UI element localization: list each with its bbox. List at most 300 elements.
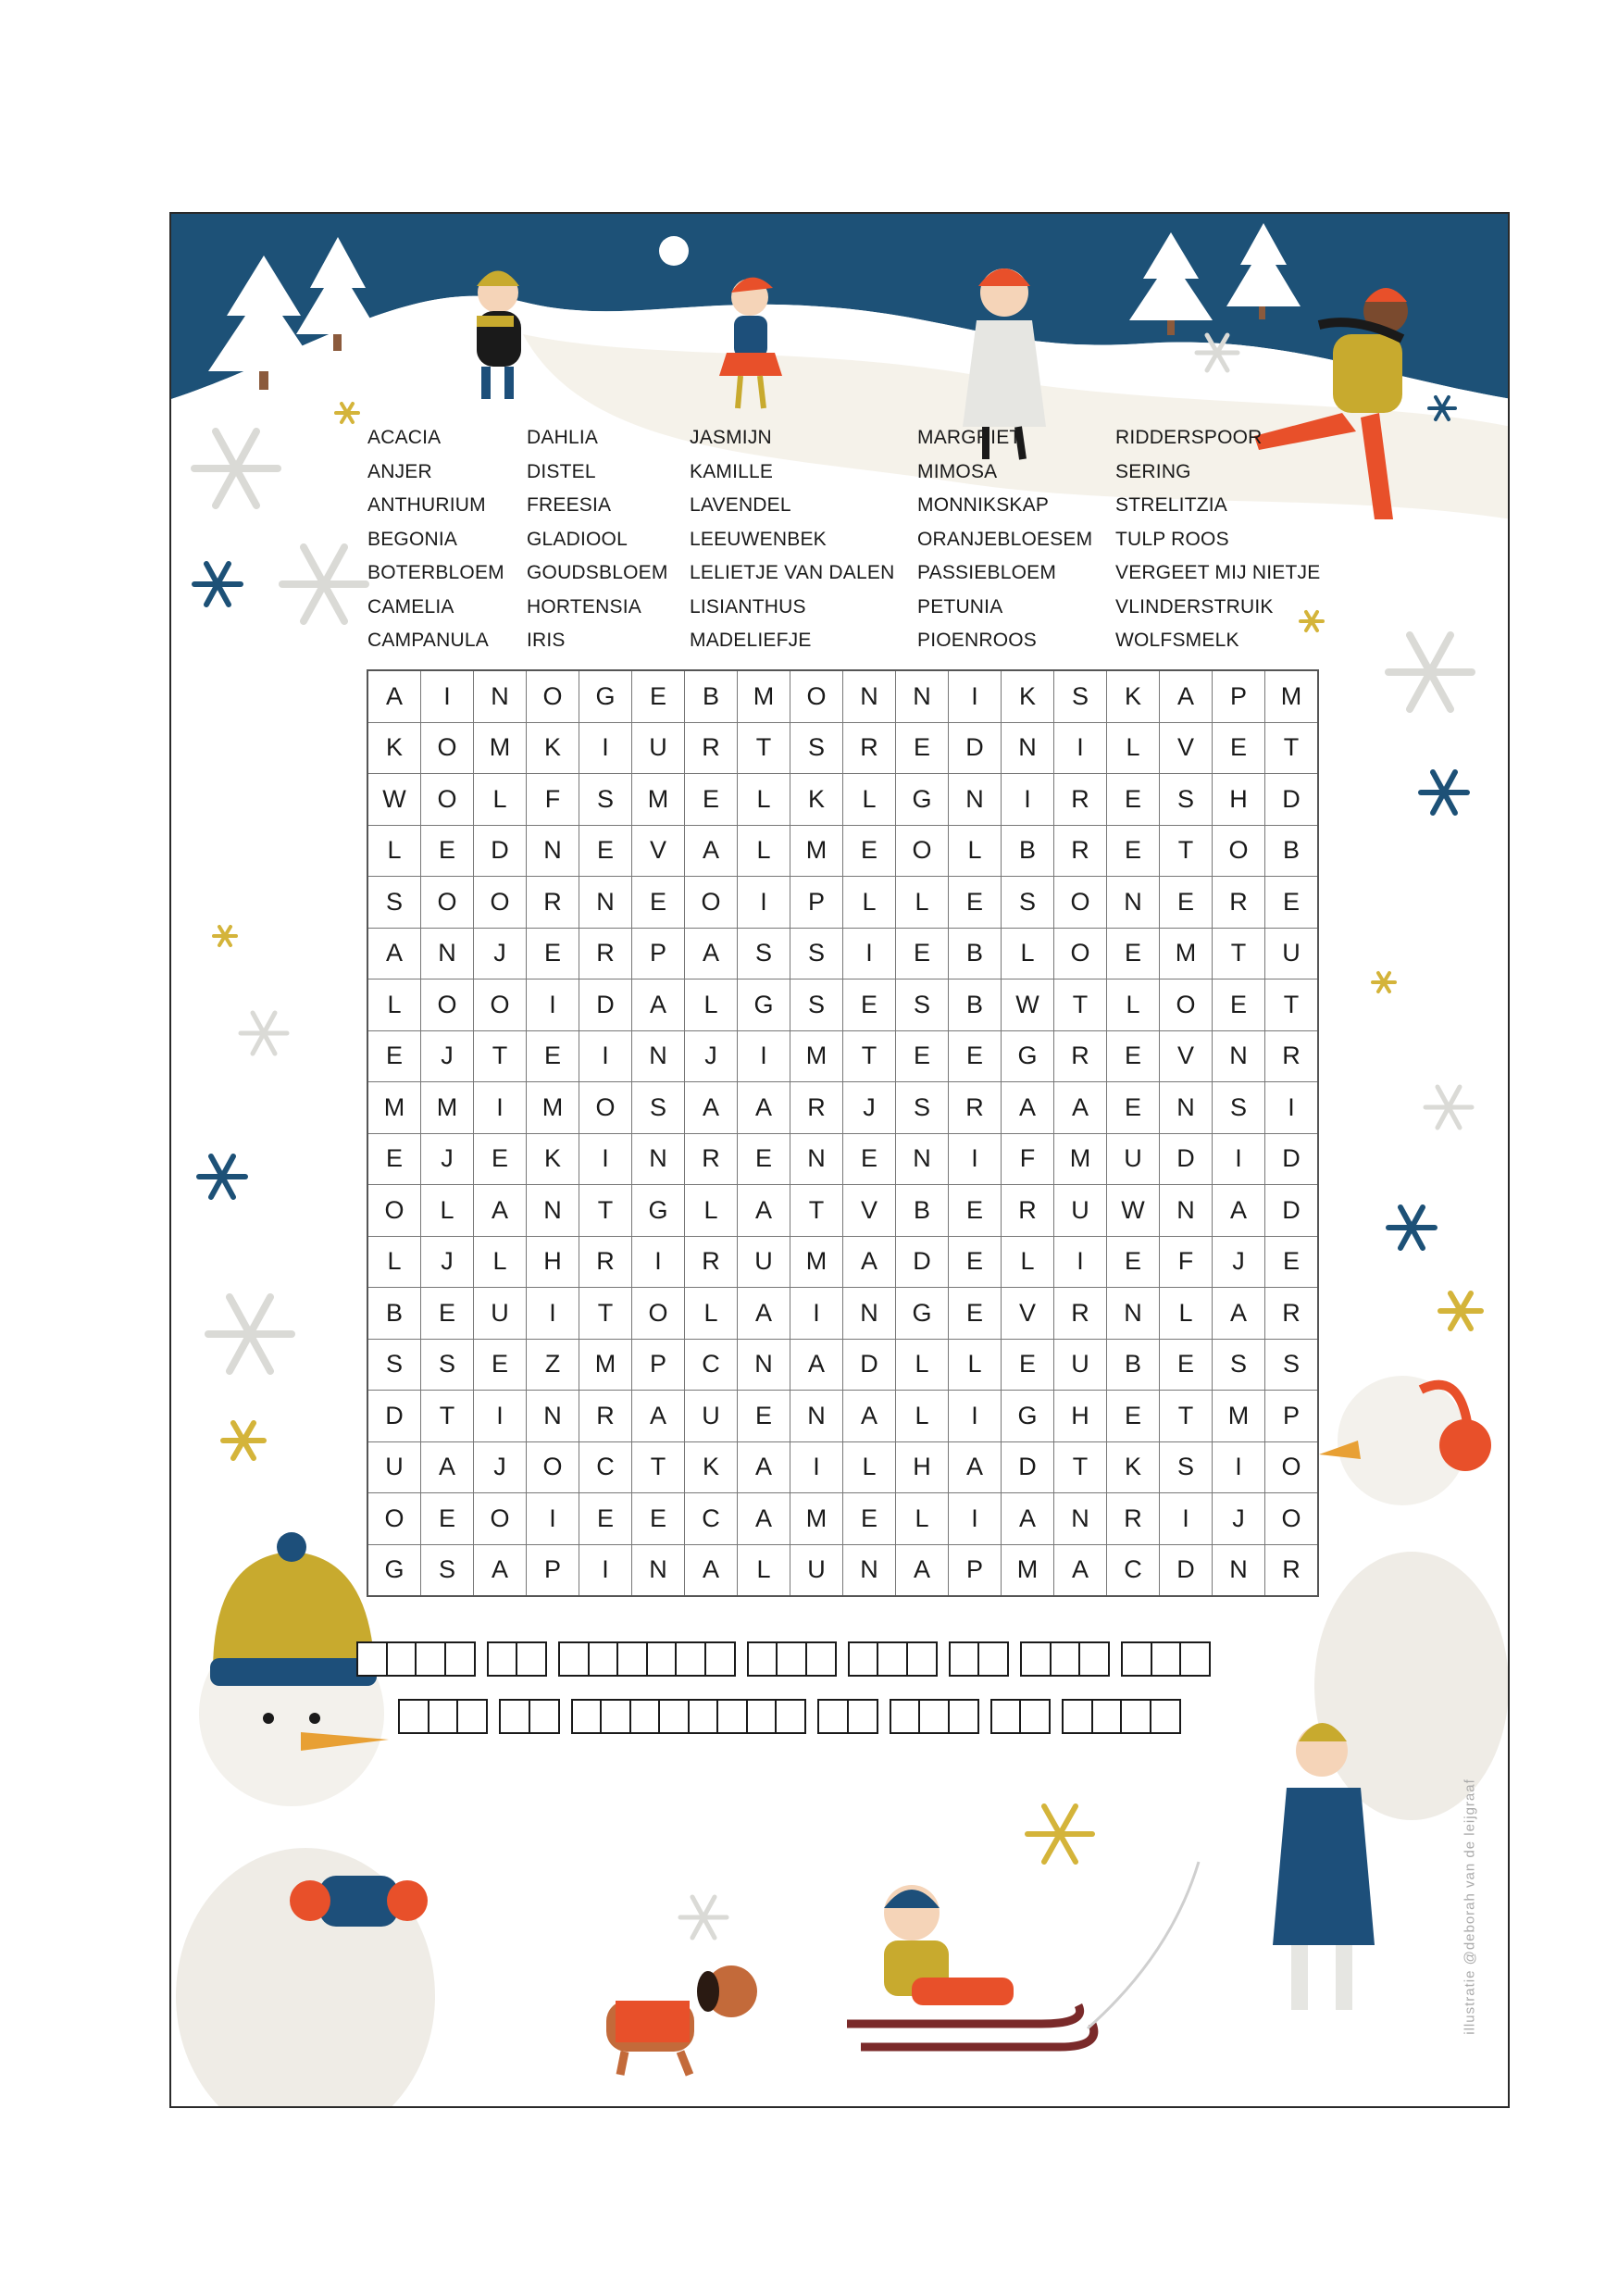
grid-cell[interactable]: E [1160,877,1213,929]
grid-cell[interactable]: E [843,980,896,1031]
grid-cell[interactable]: R [685,1236,738,1288]
grid-cell[interactable]: N [632,1544,685,1596]
grid-cell[interactable]: M [474,722,527,774]
grid-cell[interactable]: N [790,1391,843,1442]
grid-cell[interactable]: A [1160,670,1213,722]
grid-cell[interactable]: S [1160,1441,1213,1493]
grid-cell[interactable]: P [949,1544,1002,1596]
grid-cell[interactable]: E [632,877,685,929]
answer-letter-box[interactable] [1150,1699,1181,1734]
grid-cell[interactable]: S [367,877,421,929]
grid-cell[interactable]: N [421,928,474,980]
grid-cell[interactable]: E [1107,1391,1160,1442]
grid-cell[interactable]: R [1265,1288,1319,1340]
grid-cell[interactable]: R [1265,1030,1319,1082]
grid-cell[interactable]: C [1107,1544,1160,1596]
grid-cell[interactable]: S [1160,774,1213,826]
grid-cell[interactable]: R [1265,1544,1319,1596]
grid-cell[interactable]: E [474,1133,527,1185]
answer-letter-box[interactable] [1151,1641,1182,1677]
answer-letter-box[interactable] [847,1699,878,1734]
grid-cell[interactable]: S [896,980,949,1031]
grid-cell[interactable]: E [949,877,1002,929]
grid-cell[interactable]: J [421,1030,474,1082]
grid-cell[interactable]: A [1054,1082,1107,1134]
grid-cell[interactable]: J [421,1236,474,1288]
grid-cell[interactable]: N [1213,1030,1265,1082]
grid-cell[interactable]: L [685,1185,738,1237]
grid-cell[interactable]: R [790,1082,843,1134]
grid-cell[interactable]: T [579,1185,632,1237]
grid-cell[interactable]: E [579,1493,632,1545]
grid-cell[interactable]: S [1002,877,1054,929]
grid-cell[interactable]: N [1213,1544,1265,1596]
answer-letter-box[interactable] [776,1641,807,1677]
grid-cell[interactable]: R [579,928,632,980]
grid-cell[interactable]: O [421,980,474,1031]
grid-cell[interactable]: O [474,1493,527,1545]
grid-cell[interactable]: J [474,928,527,980]
grid-cell[interactable]: U [367,1441,421,1493]
grid-cell[interactable]: S [1054,670,1107,722]
answer-letter-box[interactable] [716,1699,748,1734]
grid-cell[interactable]: P [632,928,685,980]
grid-cell[interactable]: S [1213,1082,1265,1134]
grid-cell[interactable]: E [1107,825,1160,877]
grid-cell[interactable]: E [685,774,738,826]
grid-cell[interactable]: R [1054,774,1107,826]
grid-cell[interactable]: D [1265,1185,1319,1237]
grid-cell[interactable]: F [1002,1133,1054,1185]
grid-cell[interactable]: L [738,1544,790,1596]
grid-cell[interactable]: I [1213,1133,1265,1185]
answer-letter-box[interactable] [558,1641,590,1677]
grid-cell[interactable]: E [1107,928,1160,980]
grid-cell[interactable]: E [738,1391,790,1442]
grid-cell[interactable]: E [632,1493,685,1545]
answer-letter-box[interactable] [456,1699,488,1734]
grid-cell[interactable]: E [1213,722,1265,774]
answer-letter-box[interactable] [398,1699,429,1734]
grid-cell[interactable]: P [527,1544,579,1596]
grid-cell[interactable]: N [896,670,949,722]
grid-cell[interactable]: A [738,1082,790,1134]
grid-cell[interactable]: I [1054,722,1107,774]
grid-cell[interactable]: T [1265,722,1319,774]
grid-cell[interactable]: U [685,1391,738,1442]
grid-cell[interactable]: E [632,670,685,722]
grid-cell[interactable]: I [579,1544,632,1596]
grid-cell[interactable]: O [579,1082,632,1134]
grid-cell[interactable]: W [367,774,421,826]
grid-cell[interactable]: E [949,1236,1002,1288]
grid-cell[interactable]: F [1160,1236,1213,1288]
grid-cell[interactable]: N [1107,1288,1160,1340]
grid-cell[interactable]: O [527,1441,579,1493]
grid-cell[interactable]: E [1107,1236,1160,1288]
grid-cell[interactable]: R [1054,825,1107,877]
grid-cell[interactable]: A [1213,1288,1265,1340]
grid-cell[interactable]: H [527,1236,579,1288]
answer-letter-box[interactable] [1019,1699,1051,1734]
grid-cell[interactable]: E [1213,980,1265,1031]
grid-cell[interactable]: U [738,1236,790,1288]
grid-cell[interactable]: I [632,1236,685,1288]
grid-cell[interactable]: I [738,1030,790,1082]
grid-cell[interactable]: A [632,1391,685,1442]
grid-cell[interactable]: C [685,1339,738,1391]
grid-cell[interactable]: L [367,825,421,877]
answer-letter-box[interactable] [1062,1699,1093,1734]
grid-cell[interactable]: S [1213,1339,1265,1391]
grid-cell[interactable]: A [421,1441,474,1493]
grid-cell[interactable]: N [579,877,632,929]
grid-cell[interactable]: L [1107,722,1160,774]
grid-cell[interactable]: T [632,1441,685,1493]
grid-cell[interactable]: I [527,1493,579,1545]
grid-cell[interactable]: G [896,774,949,826]
grid-cell[interactable]: D [843,1339,896,1391]
grid-cell[interactable]: K [790,774,843,826]
grid-cell[interactable]: I [421,670,474,722]
grid-cell[interactable]: A [738,1185,790,1237]
answer-letter-box[interactable] [688,1699,719,1734]
grid-cell[interactable]: I [527,1288,579,1340]
grid-cell[interactable]: L [1160,1288,1213,1340]
grid-cell[interactable]: M [1054,1133,1107,1185]
answer-letter-box[interactable] [918,1699,950,1734]
grid-cell[interactable]: I [527,980,579,1031]
answer-letter-box[interactable] [499,1699,530,1734]
grid-cell[interactable]: V [1160,1030,1213,1082]
grid-cell[interactable]: O [685,877,738,929]
grid-cell[interactable]: D [1160,1133,1213,1185]
grid-cell[interactable]: E [1265,1236,1319,1288]
grid-cell[interactable]: N [527,1391,579,1442]
grid-cell[interactable]: A [367,670,421,722]
answer-letter-box[interactable] [704,1641,736,1677]
grid-cell[interactable]: A [1002,1082,1054,1134]
grid-cell[interactable]: B [685,670,738,722]
answer-letter-box[interactable] [1121,1641,1152,1677]
grid-cell[interactable]: A [738,1441,790,1493]
grid-cell[interactable]: M [632,774,685,826]
grid-cell[interactable]: L [1107,980,1160,1031]
grid-cell[interactable]: L [896,1391,949,1442]
grid-cell[interactable]: S [421,1544,474,1596]
grid-cell[interactable]: M [1213,1391,1265,1442]
grid-cell[interactable]: T [421,1391,474,1442]
grid-cell[interactable]: L [896,877,949,929]
grid-cell[interactable]: L [474,774,527,826]
grid-cell[interactable]: E [843,1133,896,1185]
grid-cell[interactable]: M [790,825,843,877]
answer-letter-box[interactable] [428,1699,459,1734]
grid-cell[interactable]: N [1107,877,1160,929]
grid-cell[interactable]: A [949,1441,1002,1493]
answer-letter-box[interactable] [877,1641,908,1677]
grid-cell[interactable]: J [421,1133,474,1185]
grid-cell[interactable]: N [738,1339,790,1391]
grid-cell[interactable]: R [579,1391,632,1442]
answer-letter-box[interactable] [746,1699,778,1734]
grid-cell[interactable]: I [790,1288,843,1340]
grid-cell[interactable]: C [579,1441,632,1493]
grid-cell[interactable]: N [632,1133,685,1185]
answer-letter-box[interactable] [675,1641,706,1677]
grid-cell[interactable]: U [1265,928,1319,980]
grid-cell[interactable]: O [1213,825,1265,877]
grid-cell[interactable]: L [949,1339,1002,1391]
grid-cell[interactable]: I [1213,1441,1265,1493]
grid-cell[interactable]: I [579,722,632,774]
grid-cell[interactable]: M [527,1082,579,1134]
grid-cell[interactable]: L [685,1288,738,1340]
grid-cell[interactable]: R [527,877,579,929]
grid-cell[interactable]: L [738,774,790,826]
grid-cell[interactable]: D [367,1391,421,1442]
grid-cell[interactable]: G [896,1288,949,1340]
grid-cell[interactable]: E [1107,1030,1160,1082]
grid-cell[interactable]: S [367,1339,421,1391]
grid-cell[interactable]: K [1107,1441,1160,1493]
grid-cell[interactable]: A [474,1544,527,1596]
grid-cell[interactable]: L [843,774,896,826]
grid-cell[interactable]: R [1002,1185,1054,1237]
grid-cell[interactable]: I [1002,774,1054,826]
grid-cell[interactable]: M [1265,670,1319,722]
grid-cell[interactable]: S [738,928,790,980]
grid-cell[interactable]: A [632,980,685,1031]
grid-cell[interactable]: C [685,1493,738,1545]
grid-cell[interactable]: J [474,1441,527,1493]
grid-cell[interactable]: T [1054,1441,1107,1493]
answer-letter-box[interactable] [646,1641,678,1677]
answer-letter-box[interactable] [817,1699,849,1734]
grid-cell[interactable]: D [896,1236,949,1288]
grid-cell[interactable]: O [421,877,474,929]
grid-cell[interactable]: R [579,1236,632,1288]
answer-letter-box[interactable] [487,1641,518,1677]
answer-letter-box[interactable] [600,1699,631,1734]
grid-cell[interactable]: I [949,1493,1002,1545]
grid-cell[interactable]: S [1265,1339,1319,1391]
answer-letter-box[interactable] [516,1641,547,1677]
grid-cell[interactable]: E [421,1288,474,1340]
grid-cell[interactable]: T [843,1030,896,1082]
grid-cell[interactable]: M [738,670,790,722]
answer-letter-box[interactable] [906,1641,938,1677]
grid-cell[interactable]: G [367,1544,421,1596]
grid-cell[interactable]: E [527,1030,579,1082]
grid-cell[interactable]: G [1002,1030,1054,1082]
grid-cell[interactable]: O [1265,1441,1319,1493]
grid-cell[interactable]: J [685,1030,738,1082]
grid-cell[interactable]: M [790,1030,843,1082]
answer-letter-box[interactable] [1078,1641,1110,1677]
grid-cell[interactable]: L [1002,1236,1054,1288]
grid-cell[interactable]: I [843,928,896,980]
grid-cell[interactable]: K [367,722,421,774]
grid-cell[interactable]: O [1054,928,1107,980]
grid-cell[interactable]: M [367,1082,421,1134]
grid-cell[interactable]: E [1107,1082,1160,1134]
grid-cell[interactable]: A [685,825,738,877]
grid-cell[interactable]: N [1054,1493,1107,1545]
grid-cell[interactable]: B [1002,825,1054,877]
grid-cell[interactable]: S [421,1339,474,1391]
grid-cell[interactable]: R [1107,1493,1160,1545]
grid-cell[interactable]: V [1160,722,1213,774]
grid-cell[interactable]: D [579,980,632,1031]
grid-cell[interactable]: I [738,877,790,929]
grid-cell[interactable]: S [790,722,843,774]
grid-cell[interactable]: E [1160,1339,1213,1391]
grid-cell[interactable]: U [1107,1133,1160,1185]
grid-cell[interactable]: B [896,1185,949,1237]
grid-cell[interactable]: I [790,1441,843,1493]
grid-cell[interactable]: T [1160,1391,1213,1442]
grid-cell[interactable]: I [949,1133,1002,1185]
answer-letter-box[interactable] [990,1699,1022,1734]
grid-cell[interactable]: O [421,774,474,826]
grid-cell[interactable]: I [474,1082,527,1134]
grid-cell[interactable]: A [843,1236,896,1288]
answer-letter-box[interactable] [1179,1641,1211,1677]
grid-cell[interactable]: G [1002,1391,1054,1442]
grid-cell[interactable]: U [632,722,685,774]
grid-cell[interactable]: A [1002,1493,1054,1545]
grid-cell[interactable]: B [1107,1339,1160,1391]
answer-letter-box[interactable] [571,1699,603,1734]
grid-cell[interactable]: R [1054,1030,1107,1082]
grid-cell[interactable]: M [790,1236,843,1288]
grid-cell[interactable]: O [367,1493,421,1545]
grid-cell[interactable]: T [474,1030,527,1082]
grid-cell[interactable]: A [843,1391,896,1442]
grid-cell[interactable]: S [632,1082,685,1134]
grid-cell[interactable]: R [949,1082,1002,1134]
grid-cell[interactable]: R [685,722,738,774]
answer-letter-box[interactable] [775,1699,806,1734]
grid-cell[interactable]: H [1213,774,1265,826]
grid-cell[interactable]: O [421,722,474,774]
grid-cell[interactable]: S [896,1082,949,1134]
grid-cell[interactable]: W [1107,1185,1160,1237]
grid-cell[interactable]: J [1213,1236,1265,1288]
grid-cell[interactable]: E [896,928,949,980]
grid-cell[interactable]: L [1002,928,1054,980]
grid-cell[interactable]: N [896,1133,949,1185]
grid-cell[interactable]: B [367,1288,421,1340]
grid-cell[interactable]: Z [527,1339,579,1391]
answer-letter-box[interactable] [890,1699,921,1734]
grid-cell[interactable]: D [1265,1133,1319,1185]
grid-cell[interactable]: K [527,722,579,774]
grid-cell[interactable]: O [367,1185,421,1237]
grid-cell[interactable]: L [896,1493,949,1545]
grid-cell[interactable]: A [738,1288,790,1340]
answer-letter-box[interactable] [616,1641,648,1677]
grid-cell[interactable]: I [949,1391,1002,1442]
grid-cell[interactable]: P [632,1339,685,1391]
grid-cell[interactable]: I [579,1030,632,1082]
answer-letter-box[interactable] [848,1641,879,1677]
grid-cell[interactable]: N [527,825,579,877]
grid-cell[interactable]: N [632,1030,685,1082]
grid-cell[interactable]: R [843,722,896,774]
grid-cell[interactable]: R [1054,1288,1107,1340]
grid-cell[interactable]: A [1054,1544,1107,1596]
grid-cell[interactable]: N [1160,1082,1213,1134]
answer-letter-box[interactable] [1050,1641,1081,1677]
grid-cell[interactable]: P [1213,670,1265,722]
grid-cell[interactable]: L [843,1441,896,1493]
grid-cell[interactable]: J [1213,1493,1265,1545]
grid-cell[interactable]: T [1213,928,1265,980]
grid-cell[interactable]: T [790,1185,843,1237]
grid-cell[interactable]: U [1054,1339,1107,1391]
grid-cell[interactable]: E [843,1493,896,1545]
grid-cell[interactable]: B [1265,825,1319,877]
grid-cell[interactable]: L [843,877,896,929]
answer-letter-box[interactable] [629,1699,661,1734]
grid-cell[interactable]: W [1002,980,1054,1031]
grid-cell[interactable]: L [896,1339,949,1391]
grid-cell[interactable]: H [1054,1391,1107,1442]
grid-cell[interactable]: B [949,928,1002,980]
grid-cell[interactable]: L [367,980,421,1031]
grid-cell[interactable]: L [685,980,738,1031]
grid-cell[interactable]: T [738,722,790,774]
grid-cell[interactable]: K [1107,670,1160,722]
answer-letter-box[interactable] [658,1699,690,1734]
grid-cell[interactable]: A [367,928,421,980]
answer-letter-box[interactable] [444,1641,476,1677]
grid-cell[interactable]: O [1054,877,1107,929]
grid-cell[interactable]: A [474,1185,527,1237]
answer-letter-box[interactable] [948,1699,979,1734]
grid-cell[interactable]: O [1265,1493,1319,1545]
grid-cell[interactable]: N [843,1544,896,1596]
grid-cell[interactable]: P [1265,1391,1319,1442]
grid-cell[interactable]: O [1160,980,1213,1031]
answer-letter-box[interactable] [805,1641,837,1677]
answer-letter-box[interactable] [949,1641,980,1677]
grid-cell[interactable]: E [474,1339,527,1391]
grid-cell[interactable]: E [1265,877,1319,929]
grid-cell[interactable]: I [949,670,1002,722]
grid-cell[interactable]: A [685,1082,738,1134]
grid-cell[interactable]: E [949,1185,1002,1237]
grid-cell[interactable]: G [632,1185,685,1237]
grid-cell[interactable]: M [1160,928,1213,980]
grid-cell[interactable]: V [632,825,685,877]
answer-letter-box[interactable] [977,1641,1009,1677]
grid-cell[interactable]: I [1160,1493,1213,1545]
answer-letter-box[interactable] [747,1641,778,1677]
grid-cell[interactable]: S [790,980,843,1031]
grid-cell[interactable]: E [738,1133,790,1185]
grid-cell[interactable]: K [685,1441,738,1493]
grid-cell[interactable]: A [1213,1185,1265,1237]
grid-cell[interactable]: F [527,774,579,826]
grid-cell[interactable]: N [949,774,1002,826]
grid-cell[interactable]: A [685,1544,738,1596]
grid-cell[interactable]: S [790,928,843,980]
grid-cell[interactable]: E [579,825,632,877]
answer-letter-box[interactable] [386,1641,417,1677]
